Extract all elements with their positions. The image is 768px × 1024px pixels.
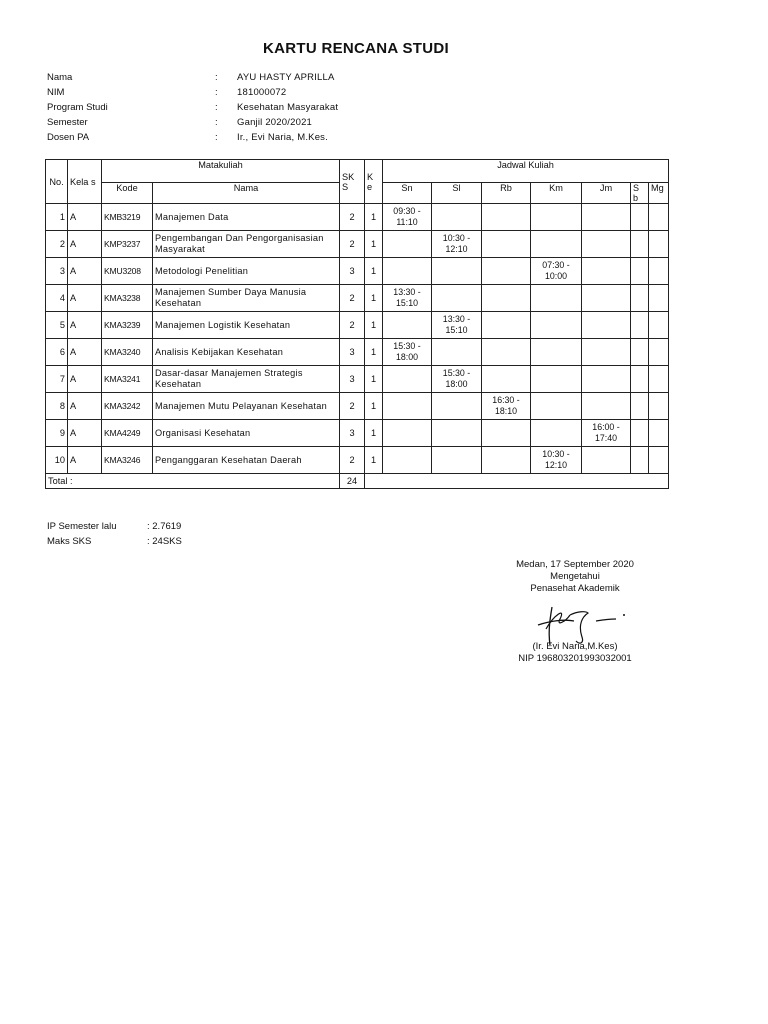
cell-schedule-1: [432, 420, 482, 447]
header-day-jm: Jm: [582, 183, 631, 204]
info-separator: :: [215, 117, 218, 128]
cell-schedule-4: [582, 258, 631, 285]
cell-nama: Organisasi Kesehatan: [153, 420, 340, 447]
cell-no: 7: [46, 366, 68, 393]
cell-schedule-6: [649, 420, 669, 447]
header-day-sn: Sn: [383, 183, 432, 204]
cell-nama: Dasar-dasar Manajemen Strategis Kesehatan: [153, 366, 340, 393]
handwritten-signature: [530, 599, 640, 647]
header-day-sl: Sl: [432, 183, 482, 204]
summary-value: : 2.7619: [147, 521, 182, 532]
table-row: [46, 258, 669, 285]
cell-schedule-0: [383, 366, 432, 393]
cell-schedule-2: [482, 420, 531, 447]
cell-schedule-3: [531, 420, 582, 447]
cell-schedule-5: [631, 258, 649, 285]
cell-schedule-0: 13:30 - 15:10: [383, 285, 432, 312]
cell-kode: KMA3241: [102, 366, 153, 393]
cell-ke: 1: [365, 366, 383, 393]
cell-no: 1: [46, 204, 68, 231]
cell-kelas: A: [68, 339, 102, 366]
info-value: AYU HASTY APRILLA: [237, 72, 335, 83]
signature-block: [490, 559, 660, 665]
cell-ke: 1: [365, 285, 383, 312]
cell-schedule-4: [582, 366, 631, 393]
cell-schedule-4: [582, 204, 631, 231]
cell-schedule-6: [649, 339, 669, 366]
info-value: 181000072: [237, 87, 287, 98]
cell-schedule-0: [383, 231, 432, 258]
cell-nama: Manajemen Logistik Kesehatan: [153, 312, 340, 339]
cell-kelas: A: [68, 285, 102, 312]
cell-kelas: A: [68, 393, 102, 420]
total-sks: 24: [340, 474, 365, 489]
cell-schedule-0: [383, 420, 432, 447]
cell-schedule-3: [531, 204, 582, 231]
cell-schedule-6: [649, 285, 669, 312]
cell-nama: Penganggaran Kesehatan Daerah: [153, 447, 340, 474]
cell-schedule-5: [631, 231, 649, 258]
cell-schedule-1: 13:30 - 15:10: [432, 312, 482, 339]
cell-schedule-6: [649, 231, 669, 258]
cell-kelas: A: [68, 366, 102, 393]
cell-schedule-5: [631, 393, 649, 420]
cell-sks: 2: [340, 285, 365, 312]
summary-row-maks-sks: [47, 534, 182, 549]
cell-schedule-5: [631, 204, 649, 231]
cell-schedule-4: [582, 393, 631, 420]
cell-kelas: A: [68, 420, 102, 447]
cell-kode: KMA3240: [102, 339, 153, 366]
cell-schedule-3: 10:30 - 12:10: [531, 447, 582, 474]
cell-schedule-1: [432, 393, 482, 420]
cell-ke: 1: [365, 258, 383, 285]
info-row-program-studi: [47, 100, 338, 115]
info-value: Kesehatan Masyarakat: [237, 102, 339, 113]
cell-sks: 3: [340, 258, 365, 285]
cell-schedule-5: [631, 420, 649, 447]
cell-schedule-5: [631, 312, 649, 339]
header-matakuliah: Matakuliah: [102, 160, 340, 183]
cell-schedule-2: [482, 231, 531, 258]
cell-schedule-1: [432, 204, 482, 231]
cell-no: 4: [46, 285, 68, 312]
cell-schedule-3: [531, 312, 582, 339]
cell-kode: KMA3246: [102, 447, 153, 474]
cell-ke: 1: [365, 447, 383, 474]
header-no: No.: [46, 160, 68, 204]
info-label: Semester: [47, 117, 88, 128]
cell-schedule-3: [531, 366, 582, 393]
table-row: [46, 420, 669, 447]
cell-schedule-4: [582, 312, 631, 339]
header-kode: Kode: [102, 183, 153, 204]
cell-kelas: A: [68, 258, 102, 285]
cell-ke: 1: [365, 312, 383, 339]
summary-row-ip: [47, 519, 182, 534]
cell-sks: 3: [340, 366, 365, 393]
cell-schedule-3: [531, 339, 582, 366]
info-label: Nama: [47, 72, 73, 83]
cell-ke: 1: [365, 204, 383, 231]
header-sks: SK S: [340, 160, 365, 204]
cell-nama: Analisis Kebijakan Kesehatan: [153, 339, 340, 366]
cell-sks: 2: [340, 204, 365, 231]
cell-kelas: A: [68, 204, 102, 231]
cell-nama: Manajemen Sumber Daya Manusia Kesehatan: [153, 285, 340, 312]
document-title: KARTU RENCANA STUDI: [263, 40, 449, 57]
cell-schedule-0: [383, 447, 432, 474]
table-row: [46, 312, 669, 339]
cell-schedule-3: [531, 231, 582, 258]
cell-schedule-5: [631, 447, 649, 474]
signature-name: (Ir. Evi Naria,M.Kes): [532, 641, 618, 652]
cell-schedule-3: 07:30 - 10:00: [531, 258, 582, 285]
cell-schedule-2: [482, 366, 531, 393]
cell-schedule-0: [383, 258, 432, 285]
cell-kode: KMA4249: [102, 420, 153, 447]
cell-schedule-0: 09:30 - 11:10: [383, 204, 432, 231]
cell-sks: 3: [340, 339, 365, 366]
signature-nip: NIP 196803201993032001: [518, 653, 632, 664]
cell-schedule-6: [649, 312, 669, 339]
cell-kelas: A: [68, 447, 102, 474]
cell-schedule-2: [482, 285, 531, 312]
course-body: [46, 204, 669, 474]
cell-schedule-6: [649, 204, 669, 231]
info-separator: :: [215, 72, 218, 83]
cell-kode: KMU3208: [102, 258, 153, 285]
info-label: Dosen PA: [47, 132, 90, 143]
cell-schedule-5: [631, 366, 649, 393]
cell-sks: 2: [340, 447, 365, 474]
info-value: Ir., Evi Naria, M.Kes.: [237, 132, 328, 143]
cell-schedule-1: [432, 447, 482, 474]
student-info: [47, 70, 338, 145]
cell-sks: 3: [340, 420, 365, 447]
cell-no: 8: [46, 393, 68, 420]
table-row: [46, 393, 669, 420]
cell-schedule-6: [649, 366, 669, 393]
cell-ke: 1: [365, 231, 383, 258]
cell-kode: KMP3237: [102, 231, 153, 258]
cell-kode: KMB3219: [102, 204, 153, 231]
info-row-nama: [47, 70, 338, 85]
semester-summary: [47, 519, 182, 549]
cell-schedule-2: [482, 312, 531, 339]
cell-kode: KMA3242: [102, 393, 153, 420]
cell-nama: Manajemen Mutu Pelayanan Kesehatan: [153, 393, 340, 420]
cell-schedule-3: [531, 393, 582, 420]
table-row: [46, 339, 669, 366]
cell-kelas: A: [68, 231, 102, 258]
info-separator: :: [215, 132, 218, 143]
cell-schedule-4: [582, 285, 631, 312]
cell-kelas: A: [68, 312, 102, 339]
cell-schedule-2: 16:30 - 18:10: [482, 393, 531, 420]
signature-line2: Penasehat Akademik: [530, 583, 620, 594]
info-row-nim: [47, 85, 338, 100]
cell-nama: Manajemen Data: [153, 204, 340, 231]
cell-schedule-2: [482, 204, 531, 231]
cell-schedule-6: [649, 393, 669, 420]
cell-schedule-3: [531, 285, 582, 312]
cell-schedule-4: [582, 231, 631, 258]
table-row: [46, 204, 669, 231]
cell-no: 2: [46, 231, 68, 258]
total-empty: [365, 474, 669, 489]
cell-schedule-2: [482, 447, 531, 474]
cell-schedule-4: 16:00 - 17:40: [582, 420, 631, 447]
header-ke: K e: [365, 160, 383, 204]
cell-sks: 2: [340, 393, 365, 420]
cell-no: 5: [46, 312, 68, 339]
header-day-mg: Mg: [649, 183, 669, 204]
cell-sks: 2: [340, 312, 365, 339]
info-value: Ganjil 2020/2021: [237, 117, 313, 128]
cell-nama: Metodologi Penelitian: [153, 258, 340, 285]
cell-schedule-5: [631, 285, 649, 312]
cell-schedule-1: [432, 285, 482, 312]
summary-label: Maks SKS: [47, 536, 92, 547]
cell-no: 10: [46, 447, 68, 474]
cell-schedule-2: [482, 258, 531, 285]
signature-line1: Mengetahui: [550, 571, 600, 582]
summary-label: IP Semester lalu: [47, 521, 117, 532]
header-day-sb: S b: [631, 183, 649, 204]
cell-nama: Pengembangan Dan Pengorganisasian Masyarakat: [153, 231, 340, 258]
cell-schedule-6: [649, 258, 669, 285]
cell-schedule-2: [482, 339, 531, 366]
header-day-rb: Rb: [482, 183, 531, 204]
cell-schedule-1: [432, 258, 482, 285]
cell-schedule-0: 15:30 - 18:00: [383, 339, 432, 366]
header-nama: Nama: [153, 183, 340, 204]
cell-no: 6: [46, 339, 68, 366]
cell-schedule-5: [631, 339, 649, 366]
cell-schedule-1: 15:30 - 18:00: [432, 366, 482, 393]
course-table: [45, 159, 669, 489]
total-row: [46, 474, 669, 489]
info-label: Program Studi: [47, 102, 108, 113]
cell-no: 9: [46, 420, 68, 447]
cell-kode: KMA3239: [102, 312, 153, 339]
info-separator: :: [215, 87, 218, 98]
summary-value: : 24SKS: [147, 536, 182, 547]
table-row: [46, 366, 669, 393]
cell-ke: 1: [365, 420, 383, 447]
signature-place-date: Medan, 17 September 2020: [516, 559, 634, 570]
info-separator: :: [215, 102, 218, 113]
table-row: [46, 285, 669, 312]
cell-schedule-6: [649, 447, 669, 474]
cell-schedule-0: [383, 312, 432, 339]
cell-ke: 1: [365, 339, 383, 366]
cell-kode: KMA3238: [102, 285, 153, 312]
info-row-dosen-pa: [47, 130, 338, 145]
cell-schedule-4: [582, 339, 631, 366]
cell-schedule-1: [432, 339, 482, 366]
table-row: [46, 231, 669, 258]
cell-ke: 1: [365, 393, 383, 420]
cell-schedule-0: [383, 393, 432, 420]
header-day-km: Km: [531, 183, 582, 204]
cell-no: 3: [46, 258, 68, 285]
cell-schedule-1: 10:30 - 12:10: [432, 231, 482, 258]
header-kelas: Kela s: [68, 160, 102, 204]
header-jadwal: Jadwal Kuliah: [383, 160, 669, 183]
table-row: [46, 447, 669, 474]
info-label: NIM: [47, 87, 65, 98]
cell-sks: 2: [340, 231, 365, 258]
total-label: Total :: [46, 474, 340, 489]
cell-schedule-4: [582, 447, 631, 474]
info-row-semester: [47, 115, 338, 130]
